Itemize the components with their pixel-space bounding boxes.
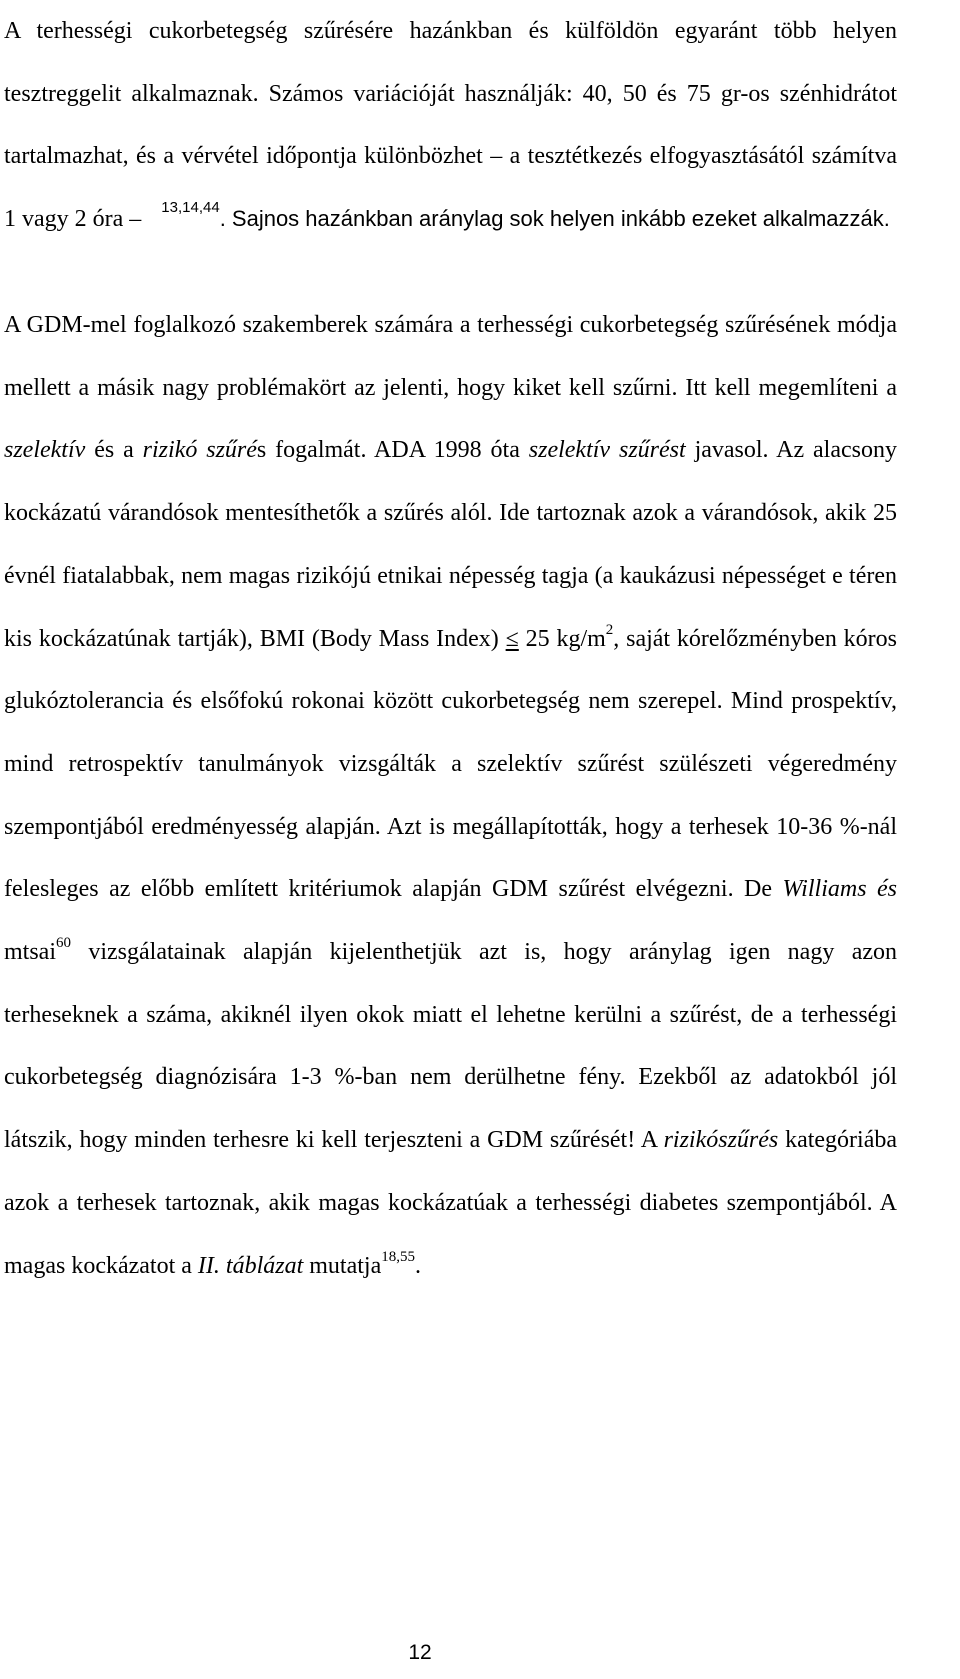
text-segment: . bbox=[414, 1252, 421, 1279]
text-segment: . Sajnos hazánkban aránylag sok helyen inkább ezeket alkalmazzák. bbox=[219, 206, 890, 232]
text-segment: s fogalmát. ADA 1998 óta bbox=[256, 437, 529, 464]
citation-superscript: 60 bbox=[56, 935, 71, 952]
text-segment: mtsai bbox=[4, 939, 56, 966]
page-number: 12 bbox=[408, 1641, 432, 1664]
text-segment: A GDM-mel foglalkozó szakemberek számára a terhességi cukorbetegség szűrésének módja mellett a másik nagy problémakört az jelenti, hogy kiket kell szűrni. Itt kell megemlíteni a bbox=[4, 312, 897, 401]
paragraph-gdm-tests bbox=[4, 0, 897, 251]
italic-table-reference: II. táblázat bbox=[197, 1252, 304, 1279]
exponent-superscript: 2 bbox=[605, 621, 614, 638]
less-or-equal-sign: ≤ bbox=[505, 625, 519, 652]
italic-author: Williams és bbox=[782, 876, 897, 903]
italic-term: szelektív bbox=[4, 437, 86, 464]
citation-superscript: 18,55 bbox=[381, 1248, 415, 1265]
text-segment: kategóriába azok a terhesek tartoznak, akik magas kockázatúak a terhességi diabetes szempontjából. A magas kockázatot a bbox=[4, 1127, 898, 1279]
paragraph-selective-screening bbox=[4, 294, 897, 1297]
citation-superscript: 13,14,44 bbox=[161, 199, 220, 217]
text-segment: mutatja bbox=[303, 1252, 382, 1279]
text-segment: A terhességi cukorbetegség szűrésére hazánkban és külföldön egyaránt több helyen tesztreggelit alkalmaznak. Számos variációját használják: 40, 50 és 75 gr-os szénhidrátot tartalmazhat, és a vérvétel időpontja különbözhet – a tesztétkezés elfogyasztásától számítva 1 vagy 2 óra – bbox=[4, 18, 897, 233]
text-segment: javasol. Az alacsony kockázatú várandósok mentesíthetők a szűrés alól. Ide tartoznak azok a várandósok, akik 25 évnél fiatalabbak, nem magas rizikójú etnikai népesség tagja (a kaukázusi népességet e téren kis kockázatúnak tartják), BMI (Body Mass Index) bbox=[4, 437, 897, 652]
text-segment: 25 kg/m bbox=[518, 625, 606, 652]
text-segment: és a bbox=[85, 437, 143, 464]
italic-term: rizikó szűré bbox=[142, 437, 257, 464]
italic-term: szelektív szűrést bbox=[528, 437, 686, 464]
italic-term: rizikószűrés bbox=[663, 1127, 779, 1154]
text-segment: , saját kórelőzményben kóros glukóztolerancia és elsőfokú rokonai között cukorbetegség nem szerepel. Mind prospektív, mind retrospektív tanulmányok vizsgálták a szelektív szűrést szülészeti végeredmény szempontjából eredményesség alapján. Azt is megállapították, hogy a terhesek 10-36 %-nál felesleges az előbb említett kritériumok alapján GDM szűrést elvégezni. De bbox=[4, 625, 897, 903]
text-segment: vizsgálatainak alapján kijelenthetjük azt is, hogy aránylag igen nagy azon terheseknek a száma, akiknél ilyen okok miatt el lehetne kerülni a szűrést, de a terhességi cukorbetegség diagnózisára 1-3 %-ban nem derülhetne fény. Ezekből az adatokból jól látszik, hogy minden terhesre ki kell terjeszteni a GDM szűrését! A bbox=[4, 939, 897, 1154]
